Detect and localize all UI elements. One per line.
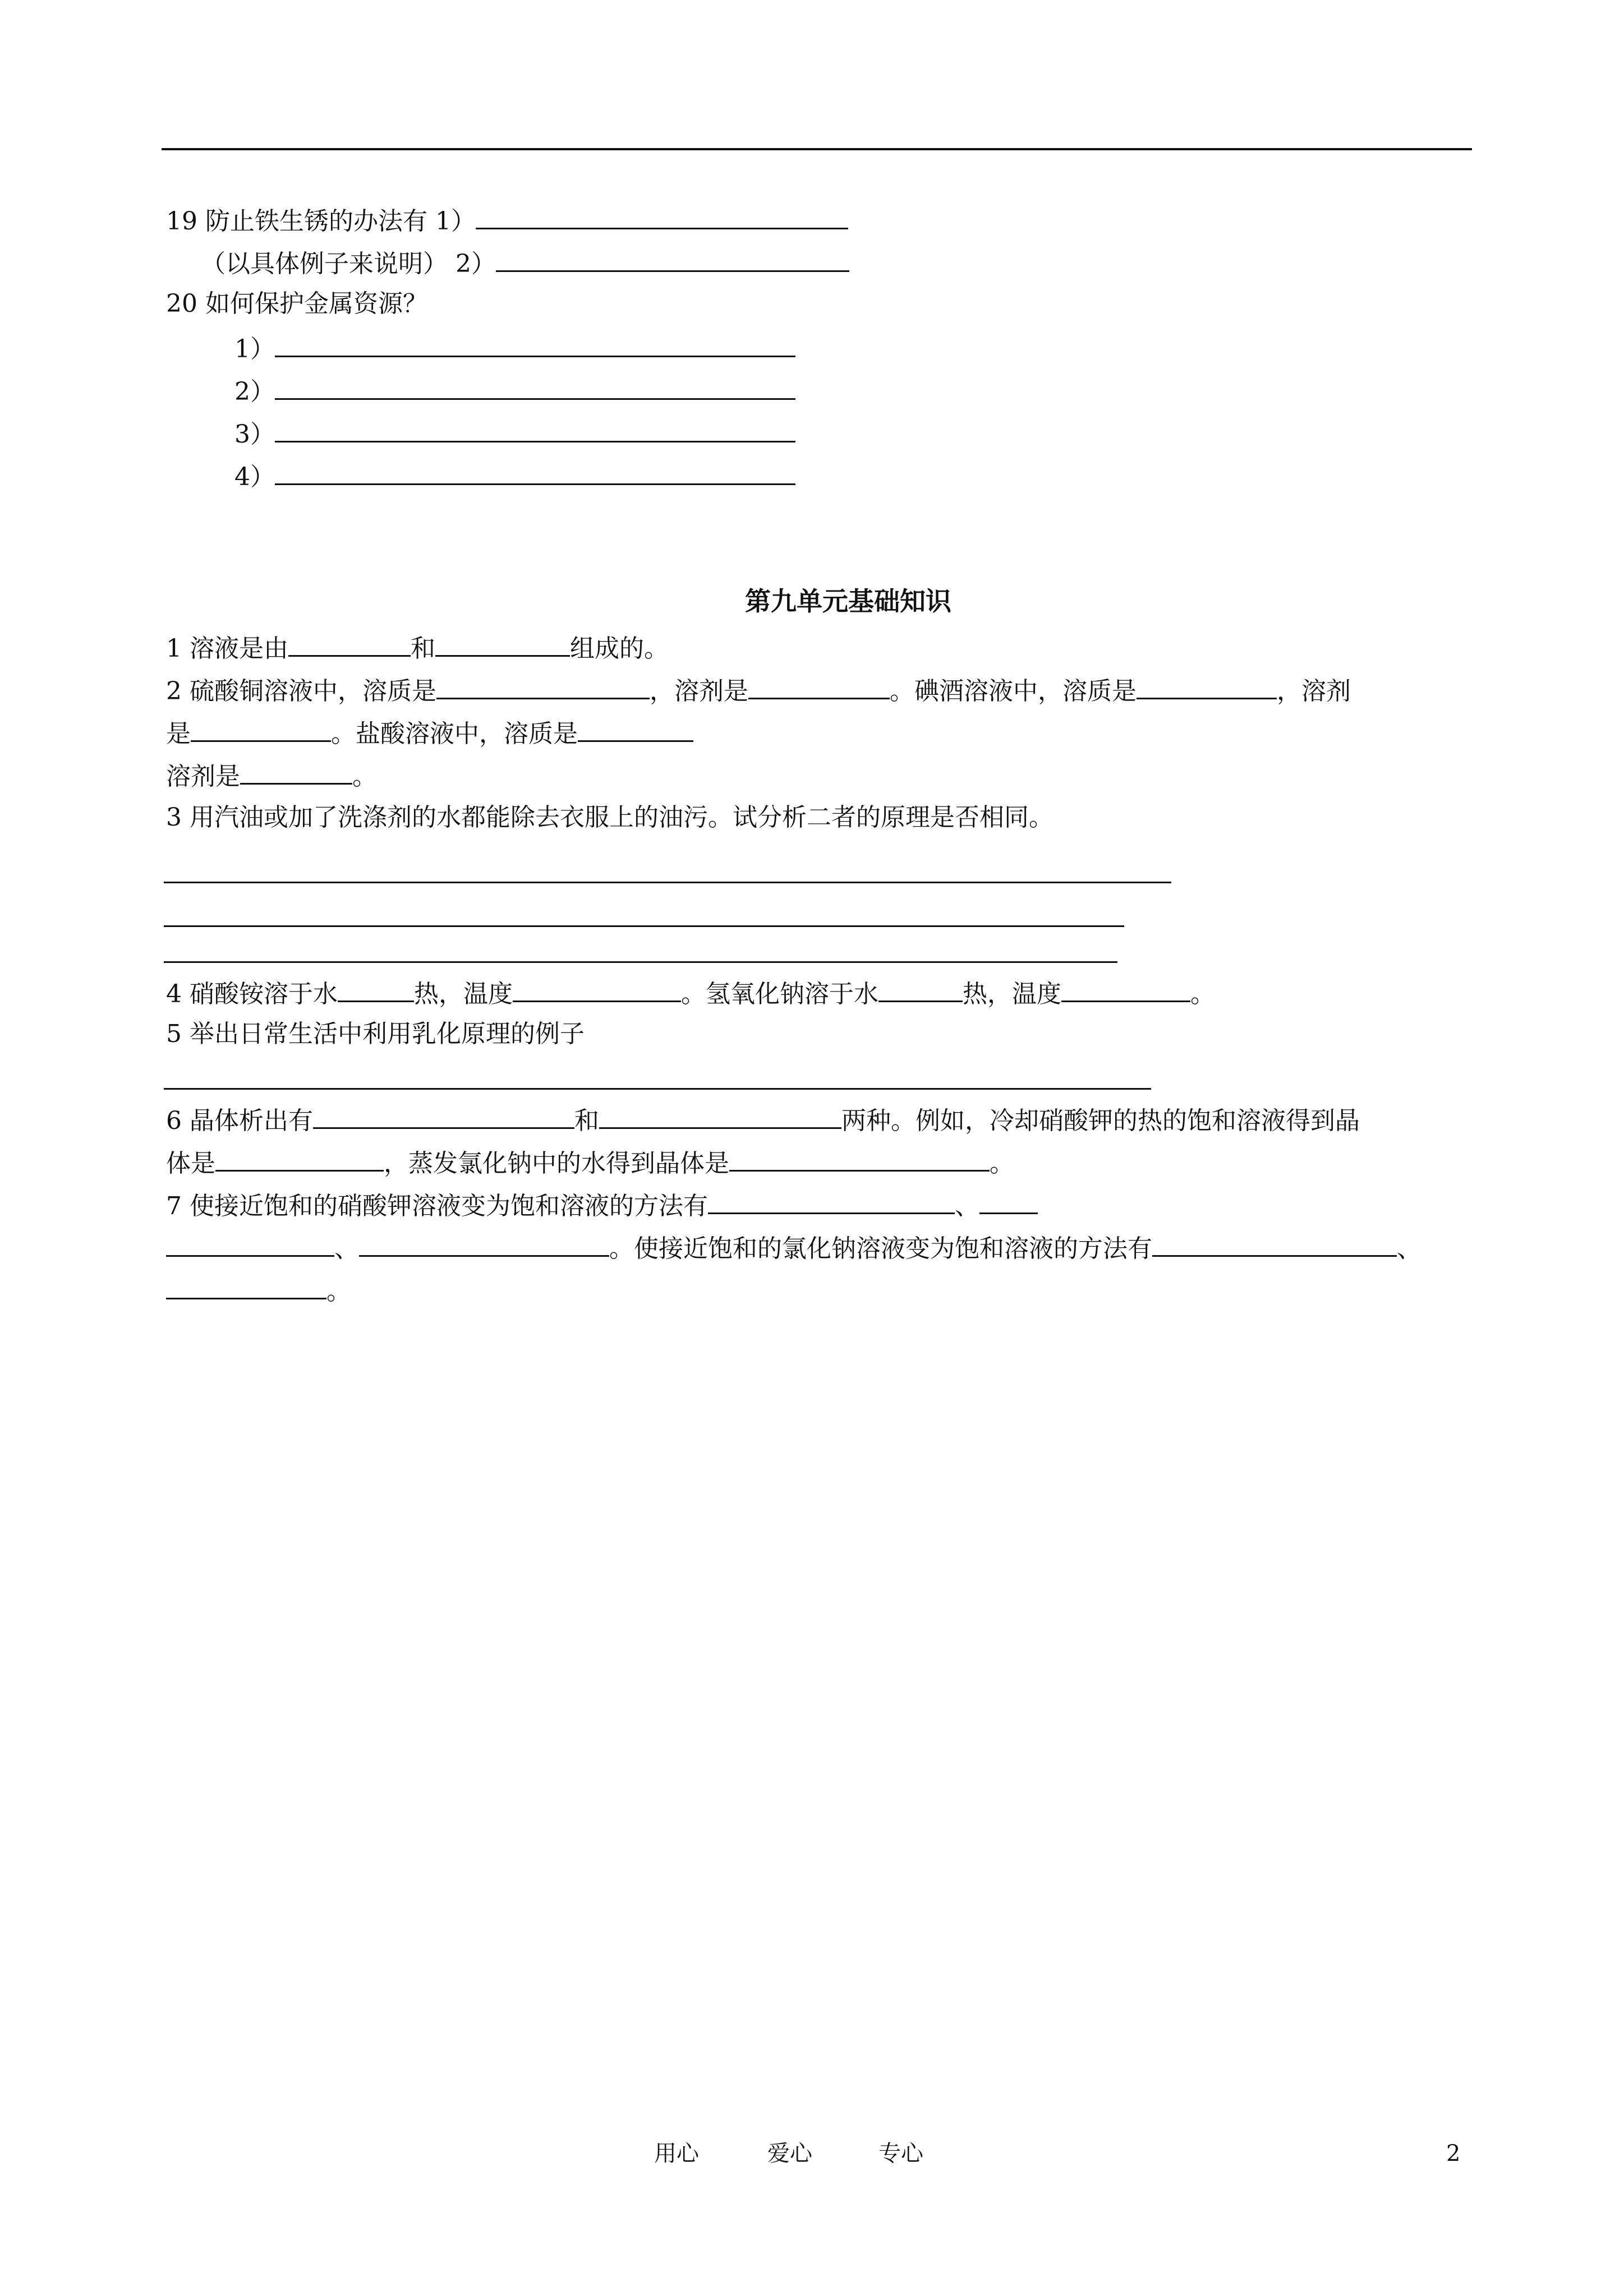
- q20-blank-2[interactable]: [275, 374, 795, 400]
- unit9-q6-line-1: [166, 1103, 1360, 1138]
- q7-blank-4[interactable]: [1152, 1230, 1397, 1257]
- q6-blank-1[interactable]: [313, 1103, 574, 1129]
- q6-blank-2[interactable]: [599, 1103, 841, 1129]
- q7-text-b: 、: [954, 1192, 979, 1220]
- q20-item-label: 2）: [234, 377, 275, 406]
- unit9-heading: 第九单元基础知识: [745, 586, 951, 616]
- q7-blank-5[interactable]: [166, 1273, 326, 1299]
- q2-blank-1[interactable]: [436, 673, 650, 699]
- q7-text-e: 、: [1397, 1234, 1421, 1263]
- q2-text-d: ，溶剂: [1276, 677, 1351, 706]
- q6-blank-3[interactable]: [215, 1145, 384, 1172]
- q1-text-b: 和: [410, 634, 435, 663]
- unit9-q1: [166, 630, 669, 666]
- q6-text-f: 。: [990, 1149, 1014, 1178]
- q19-text: 19 防止铁生锈的办法有 1）: [166, 207, 476, 236]
- header-rule: [162, 148, 1472, 150]
- q4-text-a: 4 硝酸铵溶于水: [166, 980, 338, 1008]
- q2-text-c: 。碘酒溶液中，溶质是: [889, 677, 1137, 706]
- q2-text-e: 是: [166, 720, 191, 748]
- q7-blank-2a[interactable]: [979, 1188, 1038, 1214]
- q2-blank-2[interactable]: [748, 673, 890, 699]
- q2-blank-3[interactable]: [1137, 673, 1277, 699]
- q7-blank-3[interactable]: [359, 1230, 609, 1257]
- unit9-q2-line-2: [166, 716, 693, 751]
- unit9-q7-line-2: [166, 1230, 1421, 1266]
- q20-item-label: 4）: [234, 463, 275, 491]
- q7-text-d: 。使接近饱和的氯化钠溶液变为饱和溶液的方法有: [609, 1234, 1152, 1263]
- q20-blank-4[interactable]: [275, 459, 795, 485]
- q20-item-4: [234, 459, 795, 494]
- q6-text-e: ，蒸发氯化钠中的水得到晶体是: [384, 1149, 729, 1178]
- unit9-q7-line-1: [166, 1188, 1038, 1223]
- q19-line-2: [201, 246, 849, 281]
- q4-blank-4[interactable]: [1061, 976, 1190, 1002]
- q20-item-label: 1）: [234, 335, 275, 363]
- q19-text-2: （以具体例子来说明） 2）: [201, 250, 496, 278]
- q4-text-d: 热，温度: [962, 980, 1061, 1008]
- q2-text-f: 。盐酸溶液中，溶质是: [331, 720, 578, 748]
- q2-text-b: ，溶剂是: [649, 677, 748, 706]
- unit9-q3: 3 用汽油或加了洗涤剂的水都能除去衣服上的油污。试分析二者的原理是否相同。: [166, 803, 1053, 832]
- q19-blank-2[interactable]: [496, 246, 849, 272]
- unit9-q7-line-3: [166, 1273, 351, 1308]
- q19-blank-1[interactable]: [476, 203, 848, 229]
- q19-line-1: [166, 203, 848, 238]
- q4-blank-3[interactable]: [878, 976, 963, 1002]
- q6-blank-4[interactable]: [729, 1145, 990, 1172]
- footer-left: 用心: [654, 2141, 699, 2166]
- q20-title: 20 如何保护金属资源？: [166, 289, 427, 318]
- q6-text-d: 体是: [166, 1149, 215, 1178]
- q2-blank-6[interactable]: [240, 758, 352, 785]
- q5-answer-line[interactable]: [164, 1088, 1151, 1090]
- q2-blank-4[interactable]: [191, 716, 331, 742]
- q1-blank-1[interactable]: [288, 630, 411, 657]
- footer-right: 专心: [878, 2141, 923, 2166]
- q3-answer-line-3[interactable]: [164, 961, 1117, 963]
- q1-text-a: 1 溶液是由: [166, 634, 288, 663]
- q2-text-a: 2 硫酸铜溶液中，溶质是: [166, 677, 436, 706]
- q3-answer-line-2[interactable]: [164, 925, 1124, 927]
- q20-blank-3[interactable]: [275, 416, 795, 442]
- q20-item-3: [234, 416, 795, 451]
- unit9-q5: 5 举出日常生活中利用乳化原理的例子: [166, 1020, 585, 1048]
- q6-text-a: 6 晶体析出有: [166, 1106, 313, 1135]
- q7-text-c: 、: [334, 1234, 359, 1263]
- q4-blank-2[interactable]: [513, 976, 681, 1002]
- q6-text-c: 两种。例如，冷却硝酸钾的热的饱和溶液得到晶: [841, 1106, 1360, 1135]
- unit9-q4: [166, 976, 1215, 1011]
- q20-item-2: [234, 374, 795, 409]
- q2-text-g: 溶剂是: [166, 762, 240, 791]
- q7-blank-2b[interactable]: [166, 1230, 334, 1257]
- q7-text-f: 。: [326, 1277, 351, 1306]
- unit9-q6-line-2: [166, 1145, 1014, 1181]
- unit9-q2-line-3: [166, 758, 377, 794]
- page-number: 2: [1446, 2141, 1461, 2166]
- q1-text-c: 组成的。: [569, 634, 669, 663]
- q7-text-a: 7 使接近饱和的硝酸钾溶液变为饱和溶液的方法有: [166, 1192, 708, 1220]
- q20-item-1: [234, 331, 795, 366]
- q4-blank-1[interactable]: [338, 976, 414, 1002]
- q3-answer-line-1[interactable]: [164, 882, 1171, 883]
- q2-blank-5[interactable]: [578, 716, 693, 742]
- q4-text-e: 。: [1190, 980, 1215, 1008]
- q20-blank-1[interactable]: [275, 331, 795, 357]
- q6-text-b: 和: [574, 1106, 599, 1135]
- footer-middle: 爱心: [767, 2141, 812, 2166]
- q4-text-c: 。氢氧化钠溶于水: [680, 980, 878, 1008]
- q20-item-label: 3）: [234, 420, 275, 449]
- q4-text-b: 热，温度: [413, 980, 513, 1008]
- q7-blank-1[interactable]: [708, 1188, 955, 1214]
- q2-text-h: 。: [352, 762, 377, 791]
- q1-blank-2[interactable]: [435, 630, 570, 657]
- unit9-q2-line-1: [166, 673, 1351, 708]
